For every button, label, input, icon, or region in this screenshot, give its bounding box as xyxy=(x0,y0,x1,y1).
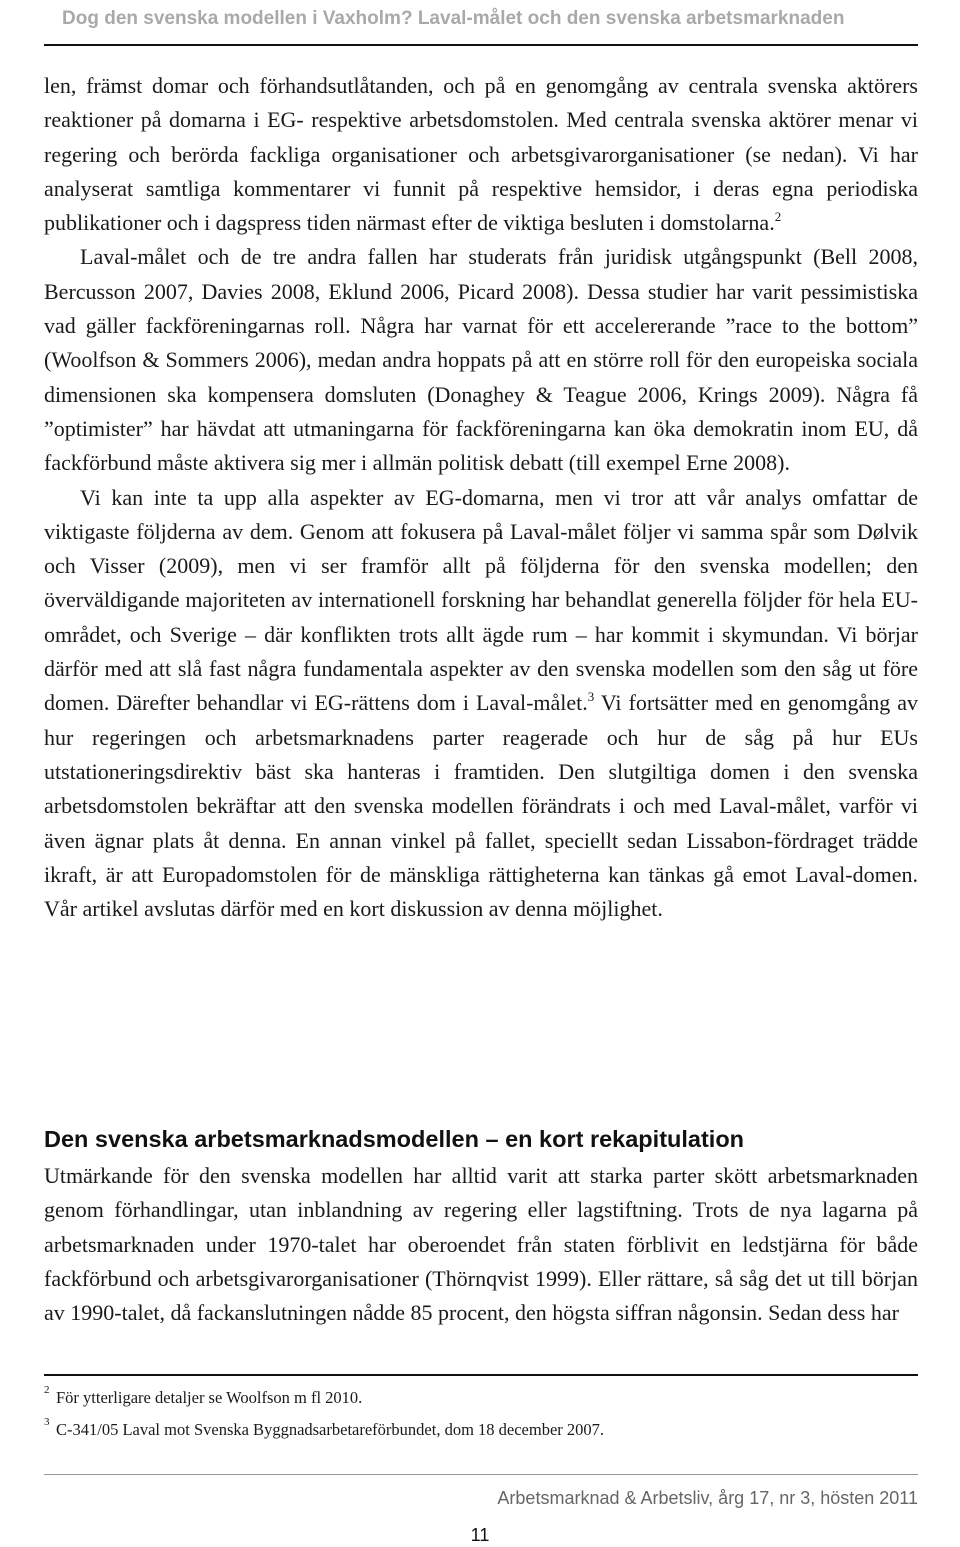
footnote-ref: 2 xyxy=(774,209,782,225)
footnote-rule xyxy=(44,1374,918,1376)
paragraph: Laval-målet och de tre andra fallen har studerats från juridisk utgångspunkt (Bell 2008, Bercusson 2007, Davies 2008, Eklund 2006, Picard 2008). Dessa studier har varit pessimistiska vad gäller fackföreningarnas roll. Några har varnat för ett accelererande ”race to the bottom” (Woolfson & Sommers 2006), medan andra hoppats på att en större roll för den europeiska sociala dimensionen ska kompensera domsluten (Donaghey & Teague 2006, Krings 2009). Några få ”optimister” har hävdat att utmaningarna för fackföreningarna kan öka demokratin inom EU, då fackförbund måste aktivera sig mer i allmän politisk debatt (till exempel Erne 2008). xyxy=(44,244,918,476)
running-header: Dog den svenska modellen i Vaxholm? Laval-målet och den svenska arbetsmarknaden xyxy=(62,8,845,29)
section-heading: Den svenska arbetsmarknadsmodellen – en kort rekapitulation xyxy=(44,1126,745,1152)
footnote-text: För ytterligare detaljer se Woolfson m fl 2010. xyxy=(56,1388,363,1407)
paragraph-text: Vi kan inte ta upp alla aspekter av EG-domarna, men vi tror att vår analys omfattar de viktigaste följderna av dem. Genom att fokusera på Laval-målet följer vi samma spår som Dølvik och Visser (2009), men vi ser framför allt på följderna för den svenska modellen; den överväldigande majoriteten av internationell forskning har behandlat generella följder för hela EU-området, och Sverige – där konflikten trots allt ägde rum – har kommit i skymundan. Vi börjar därför med att slå fast några fundamentala aspekter av den svenska modellen som den såg ut före domen. Därefter behandlar vi EG-rättens dom i Laval-målet. xyxy=(44,484,918,716)
footnote xyxy=(44,1384,918,1408)
paragraph xyxy=(44,69,918,240)
paragraph: Utmärkande för den svenska modellen har alltid varit att starka parter skött arbetsmarknaden genom förhandlingar, utan inblandning av regering eller lagstiftning. Trots de nya lagarna på arbetsmarknaden under 1970-talet har oberoendet från staten förblivit en ledstjärna för både fackförbund och arbetsgivarorganisationer (Thörnqvist 1999). Eller rättare, så såg det ut till början av 1990-talet, då fackanslutningen nådde 85 procent, den högsta siffran någonsin. Sedan dess har xyxy=(44,1163,918,1326)
paragraph xyxy=(44,481,918,927)
footnote-number: 3 xyxy=(44,1416,50,1428)
footer-rule xyxy=(44,1474,918,1475)
footnotes xyxy=(44,1384,918,1440)
paragraph-text: len, främst domar och förhandsutlåtanden, och på en genomgång av centrala svenska aktörers reaktioner på domarna i EG- respektive arbetsdomstolen. Med centrala svenska aktörer menar vi regering och berörda fackliga organisationer och arbetsgivarorganisationer (se nedan). Vi har analyserat samtliga kommentarer vi funnit på respektive hemsidor, i deras egna periodiska publikationer och i dagspress tiden närmast efter de viktiga besluten i domstolarna. xyxy=(44,73,918,236)
journal-citation: Arbetsmarknad & Arbetsliv, årg 17, nr 3, hösten 2011 xyxy=(497,1488,918,1508)
page-number: 11 xyxy=(470,1525,490,1545)
footnote-ref: 3 xyxy=(587,689,595,705)
header-rule xyxy=(44,44,918,46)
footnote-text: C-341/05 Laval mot Svenska Byggnadsarbetareförbundet, dom 18 december 2007. xyxy=(56,1420,605,1439)
body-text xyxy=(44,69,918,926)
section-body xyxy=(44,1159,918,1330)
footnote xyxy=(44,1416,918,1440)
footnote-number: 2 xyxy=(44,1384,50,1396)
paragraph-text: Vi fortsätter med en genomgång av hur regeringen och arbetsmarknadens parter reagerade och hur de såg på hur EUs utstationeringsdirektiv bäst ska hanteras i framtiden. Den slutgiltiga domen i den svenska arbetsdomstolen bekräftar att den svenska modellen förändrats i och med Laval-målet, varför vi även ägnar plats åt denna. En annan vinkel på fallet, speciellt sedan Lissabon-fördraget trädde ikraft, är att Europadomstolen för de mänskliga rättigheterna kan tänkas gå emot Laval-domen. Vår artikel avslutas därför med en kort diskussion av denna möjlighet. xyxy=(44,690,918,922)
